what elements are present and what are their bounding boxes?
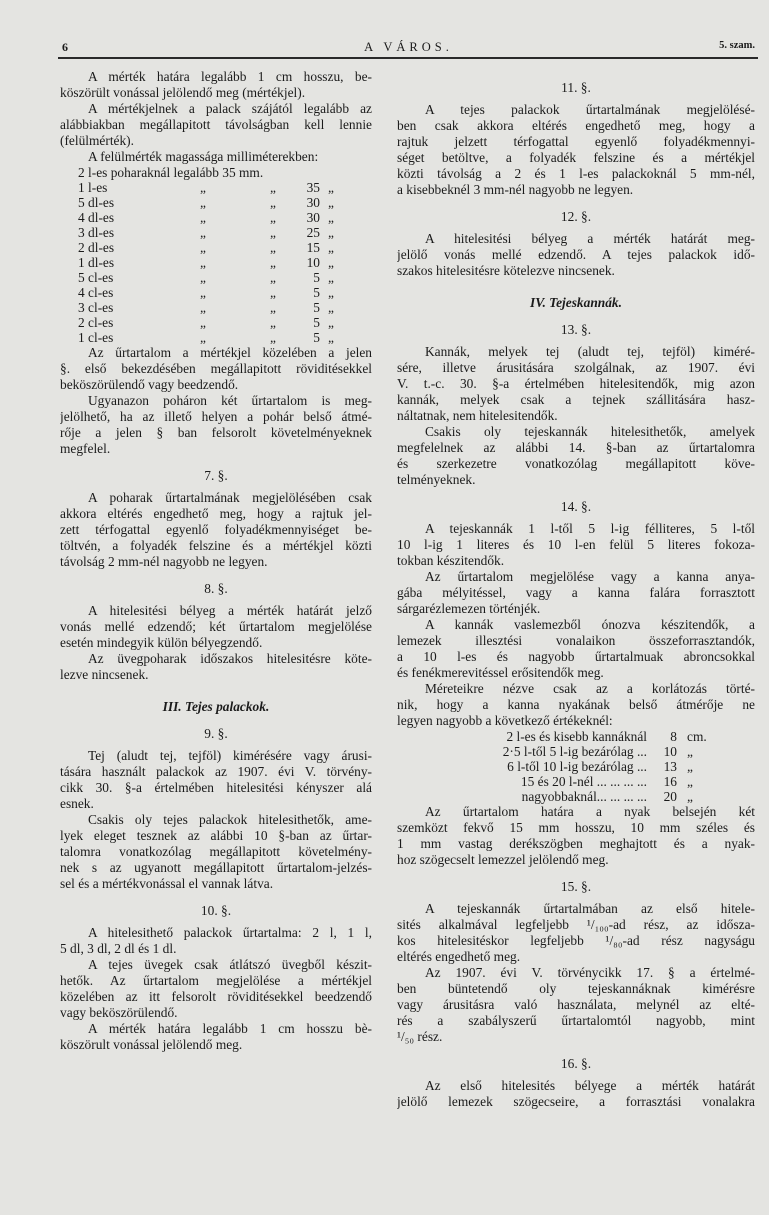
section-heading: 8. §. [204,581,228,596]
table-cell: 15 [306,240,320,255]
table-cell: 5 [313,285,320,300]
paragraph [397,1078,755,1110]
text-line: séget betöltve, a folyadék felszine és a mértékjel [397,150,755,165]
text-line: Ugyanazon poháron két űrtartalom is meg- [88,393,372,408]
table-cell: „ [270,315,276,330]
text-line: A kannák vaslemezből ónozva készitendők, a [425,617,755,632]
table-cell: „ [270,195,276,210]
text-line: a 10 l-es és nagyobb űrtartalmuak abroncsokkal [397,649,755,664]
text-line: köszörült vonással jelölendő meg (mértékjel). [60,85,306,100]
text-line: A mérték határa legalább 1 cm hosszu, be- [88,69,372,84]
text-line: és szerkezetre vonatkozólag megállapitott köve- [397,456,755,471]
table-cell: 1 dl-es [78,255,115,270]
text-line: A poharak űrtartalmának megjelölésében csak [88,490,372,505]
table-row [397,729,755,744]
table-cell: „ [270,285,276,300]
table-cell: „ [200,225,206,240]
paragraph [397,344,755,424]
table-cell: 20 [663,789,677,804]
page-header [60,40,757,56]
table-row [60,210,372,225]
table-cell: „ [328,315,334,330]
section-heading: 7. §. [204,468,228,483]
header-rule [58,57,758,59]
text-line: megfelelnek az alábbi 14. §-ban az űrtartalomra [397,440,755,455]
text-line: A felülmérték magassága milliméterekben: [88,149,319,164]
table-cell: 16 [663,774,677,789]
text-line: 5 dl, 3 dl, 2 dl és 1 dl. [60,941,177,956]
table-cell: 10 [663,744,677,759]
text-line: Az első hitelesités bélyege a mérték határát [425,1078,755,1093]
table-cell: 4 cl-es [78,285,114,300]
table-cell: 10 [306,255,320,270]
paragraph [60,957,372,1021]
section-heading: 11. §. [561,80,591,95]
paragraph [60,603,372,651]
text-line: vagy árusitásra való használata, melynél az elté- [397,997,755,1012]
section-heading: 9. §. [204,726,228,741]
newspaper-title: A VÁROS. [364,40,453,54]
text-line: a kisebbeknél 3 mm-nél nagyobb ne legyen. [397,182,634,197]
paragraph [60,149,372,165]
text-line: vonás mellé edzendő; két űrtartalom megjelölése [60,619,372,634]
table-cell: „ [687,789,693,804]
paragraph [397,521,755,569]
table-cell: „ [328,285,334,300]
table-cell: „ [200,330,206,345]
table-row [60,180,372,195]
text-line: esnek. [60,796,94,811]
table-cell: 5 cl-es [78,270,114,285]
text-line: Csakis oly tejeskannák hitelesithetők, amelyek [425,424,755,439]
section-heading: 13. §. [560,322,592,337]
table-cell: „ [270,180,276,195]
text-line: gába mélyitéssel, vagy a kanna falára forrasztott [397,585,755,600]
text-line: 1 mm vastag derékszögben meghajtott és a nyak- [397,836,755,851]
measurement-table [397,729,755,804]
text-line: szakos hitelesitésre kötelezve nincsenek. [397,263,615,278]
text-line: A hitelesitési bélyeg a mérték határát jelző [88,603,372,618]
table-cell: „ [200,300,206,315]
paragraph [397,102,755,198]
table-cell: „ [687,759,693,774]
table-cell: „ [270,240,276,255]
text-line: jelölő vonás mellé edzendő. A tejes palackok idő- [397,247,755,262]
table-cell: „ [200,315,206,330]
text-line: nik, hogy a kanna nyakának belső átmérője ne [397,697,755,712]
text-line: hetők. Az űrtartalom megjelölése a mértékjel [60,973,372,988]
measurement-table [60,165,372,345]
paragraph [60,748,372,812]
table-row [60,225,372,240]
text-line: A mértékjelnek a palack szájától legalább az [88,101,372,116]
text-line: zett térfogattal egyenlő folyadékmennyiséget be- [60,522,372,537]
table-cell: „ [200,180,206,195]
text-line: távolság 2 mm-nél nagyobb ne legyen. [60,554,268,569]
paragraph [397,569,755,617]
text-line: jelölő lemezek szögecseire, a forrasztási vonalakra [397,1094,755,1109]
text-line: szemközt fekvő 15 mm hosszu, 10 mm széles és [397,820,755,835]
text-line: esetén mindegyik külön bélyegzendő. [60,635,263,650]
paragraph [60,925,372,957]
table-cell: 5 [313,315,320,330]
issue-number: 5. szam. [719,40,755,51]
table-cell: „ [328,195,334,210]
paragraph [397,617,755,681]
text-line: legyen nagyobb a következő értékeknél: [397,713,613,728]
text-line: kannák, melyek csak a tejnek szállitására hasz- [397,392,755,407]
text-line: telményeknek. [397,472,476,487]
text-line: A tejeskannák 1 l-től 5 l-ig félliteres, 5 l-től [425,521,755,536]
text-line: hoz szögecselt lemezzel jelölendő meg. [397,852,609,867]
chapter-heading: IV. Tejeskannák. [530,295,622,310]
text-line: rője a jelen § ban felsorolt követelményeknek [60,425,372,440]
table-cell: 3 cl-es [78,300,114,315]
table-cell: 1 l-es [78,180,108,195]
text-line: tására használt palackok az 1907. évi V. törvény- [60,764,372,779]
text-line: akkora eltérés engedhető meg, hogy a rajtuk jel- [60,506,372,521]
page-number: 6 [62,40,68,54]
paragraph [397,231,755,279]
text-line: ¹/₅₀ rész. [397,1029,443,1044]
text-line: és fenékmerevitéssel erősitendők meg. [397,665,604,680]
table-cell: 30 [306,210,320,225]
table-cell: „ [687,744,693,759]
text-line: sére, illetve árusitására szolgálnak, az 1907. évi [397,360,755,375]
text-line: közti távolság a 2 és 1 l-es palackoknál 5 mm-nél, [397,166,755,181]
text-line: vagy beköszörülendő. [60,1005,178,1020]
text-line: Az űrtartalom a mértékjel közelében a jelen [88,345,372,360]
text-line: §. első bekezdésében megállapitott röviditésekkel [60,361,372,376]
text-line: talomra vonatkozólag megállapitott követelmény- [60,844,372,859]
text-line: alábbiakban megállapitott távolságban kell lennie [60,117,372,132]
text-line: Tej (aludt tej, tejföl) kimérésére vagy árusi- [88,748,372,763]
table-cell: 35 [306,180,320,195]
text-line: Az űrtartalom határa a nyak belsején két [425,804,755,819]
text-line: Az 1907. évi V. törvénycikk 17. § a értelmé- [425,965,755,980]
table-cell: 13 [663,759,677,774]
right-column [397,69,755,1110]
text-line: köszörult vonással jelölendő meg. [60,1037,243,1052]
table-cell: „ [270,300,276,315]
text-line: 10 l-ig 1 literes és 10 l-en felül 5 literes fokoza- [397,537,755,552]
table-cell: 25 [306,225,320,240]
table-cell: 2·5 l-től 5 l-ig bezárólag ... [502,744,647,759]
table-cell: 1 cl-es [78,330,114,345]
paragraph [60,345,372,393]
text-line: lyek eleget tesznek az alábbi 10 §-ban az űrtar- [60,828,372,843]
text-line: cikk 30. §-a értelmében hitelesitési kényszer alá [60,780,372,795]
text-line: V. t.-c. 30. §-a értelmében hitelesitendők, mig azon [397,376,755,391]
table-cell: 30 [306,195,320,210]
table-cell: 15 és 20 l-nél ... ... ... ... [520,774,647,789]
table-row [397,789,755,804]
table-cell: „ [270,270,276,285]
text-line: A hitelesitési bélyeg a mérték határát meg- [425,231,755,246]
table-row [60,195,372,210]
table-cell: „ [200,285,206,300]
table-cell: „ [200,255,206,270]
paragraph [397,901,755,965]
text-line: sárgarézlemezen történjék. [397,601,541,616]
text-line: Kannák, melyek tej (aludt tej, tejföl) kiméré- [425,344,755,359]
table-row [60,165,372,180]
section-heading: 12. §. [560,209,592,224]
table-row [397,759,755,774]
table-cell: „ [328,270,334,285]
table-row [60,330,372,345]
table-cell: „ [200,195,206,210]
table-cell: 6 l-től 10 l-ig bezárólag ... [507,759,647,774]
table-cell: „ [328,210,334,225]
text-line: kos hitelesitéskor legfeljebb ¹/₈₀-ad rész nagyságu [397,933,755,948]
table-cell: 5 dl-es [78,195,115,210]
text-line: A tejes palackok űrtartalmának megjelölésé- [425,102,755,117]
text-line: náltatnak, nem hitelesitendők. [397,408,558,423]
table-cell: 2 cl-es [78,315,114,330]
paragraph [397,681,755,729]
table-cell: 2 l-es poharaknál legalább 35 mm. [78,165,264,180]
text-line: megfelel. [60,441,111,456]
table-cell: cm. [687,729,707,744]
text-line: Az üvegpoharak időszakos hitelesitésre köte- [88,651,372,666]
text-line: A tejeskannák űrtartalmában az első hitele- [425,901,755,916]
text-line: lezve nincsenek. [60,667,149,682]
table-cell: 8 [670,729,677,744]
table-cell: „ [687,774,693,789]
chapter-heading: III. Tejes palackok. [162,699,270,714]
table-row [60,300,372,315]
table-cell: 3 dl-es [78,225,115,240]
table-row [397,774,755,789]
table-cell: 5 [313,300,320,315]
text-line: Csakis oly tejes palackok hitelesithetők, ame- [88,812,372,827]
table-cell: „ [200,210,206,225]
paragraph [60,490,372,570]
section-heading: 15. §. [560,879,592,894]
text-line: (felülmérték). [60,133,134,148]
table-cell: „ [270,330,276,345]
text-line: sités alkalmával legfeljebb ¹/₁₀₀-ad rész, az idősza- [397,917,755,932]
paragraph [397,804,755,868]
table-cell: „ [270,225,276,240]
table-cell: 2 dl-es [78,240,115,255]
table-cell: „ [328,255,334,270]
left-column [60,69,372,1053]
text-line: tokban készitendők. [397,553,505,568]
table-row [60,255,372,270]
text-line: rajtuk jelzett térfogattal egyenlő folyadékmennyi- [397,134,755,149]
paragraph [60,651,372,683]
table-cell: „ [328,240,334,255]
section-heading: 16. §. [560,1056,592,1071]
text-line: közelében az itt felsorolt röviditésekkel beedzendő [60,989,372,1004]
text-line: nek s az ugyanott megállapitott űrtartalom-jelzés- [60,860,372,875]
text-line: lemezek illesztési vonalaikon összeforrasztandók, [397,633,755,648]
text-line: A mérték határa legalább 1 cm hosszu bè- [88,1021,372,1036]
table-cell: 5 [313,270,320,285]
table-cell: „ [328,330,334,345]
paragraph [60,1021,372,1053]
table-cell: „ [200,270,206,285]
text-line: Az űrtartalom megjelölése vagy a kanna anya- [425,569,755,584]
table-cell: „ [328,225,334,240]
paragraph [60,393,372,457]
paragraph [60,812,372,892]
text-line: ben büntetendő oly tejeskannáknak kimérésre [397,981,755,996]
paragraph [60,101,372,149]
text-line: ben csak akkora eltérés engedhető meg, hogy a [397,118,755,133]
table-cell: „ [270,210,276,225]
table-cell: „ [328,180,334,195]
section-heading: 10. §. [200,903,232,918]
paragraph [397,965,755,1045]
section-heading: 14. §. [560,499,592,514]
paragraph [60,69,372,101]
table-cell: „ [270,255,276,270]
text-line: beköszörülendő vagy beedzendő. [60,377,239,392]
text-line: rés a szabályszerű űrtartalomtól nagyobb, mint [397,1013,755,1028]
table-cell: 2 l-es és kisebb kannáknál [506,729,647,744]
table-row [60,270,372,285]
text-line: A tejes üvegek csak átlátszó üvegből készit- [88,957,372,972]
text-line: töltvén, a folyadék felszine és a mértékjel közti [60,538,372,553]
table-cell: 5 [313,330,320,345]
paragraph [397,424,755,488]
table-row [60,285,372,300]
table-row [60,240,372,255]
text-line: A hitelesithető palackok űrtartalma: 2 l, 1 l, [88,925,372,940]
table-row [60,315,372,330]
text-line: jelölhető, ha az illető helyen a pohár belső átmé- [60,409,372,424]
text-line: sel és a mértékvonással el vannak látva. [60,876,274,891]
text-line: eltérés engedhető meg. [397,949,521,964]
table-cell: „ [200,240,206,255]
table-cell: nagyobbaknál... ... ... ... [521,789,647,804]
table-row [397,744,755,759]
table-cell: „ [328,300,334,315]
text-line: Méreteikre nézve csak az a korlátozás törté- [425,681,755,696]
table-cell: 4 dl-es [78,210,115,225]
